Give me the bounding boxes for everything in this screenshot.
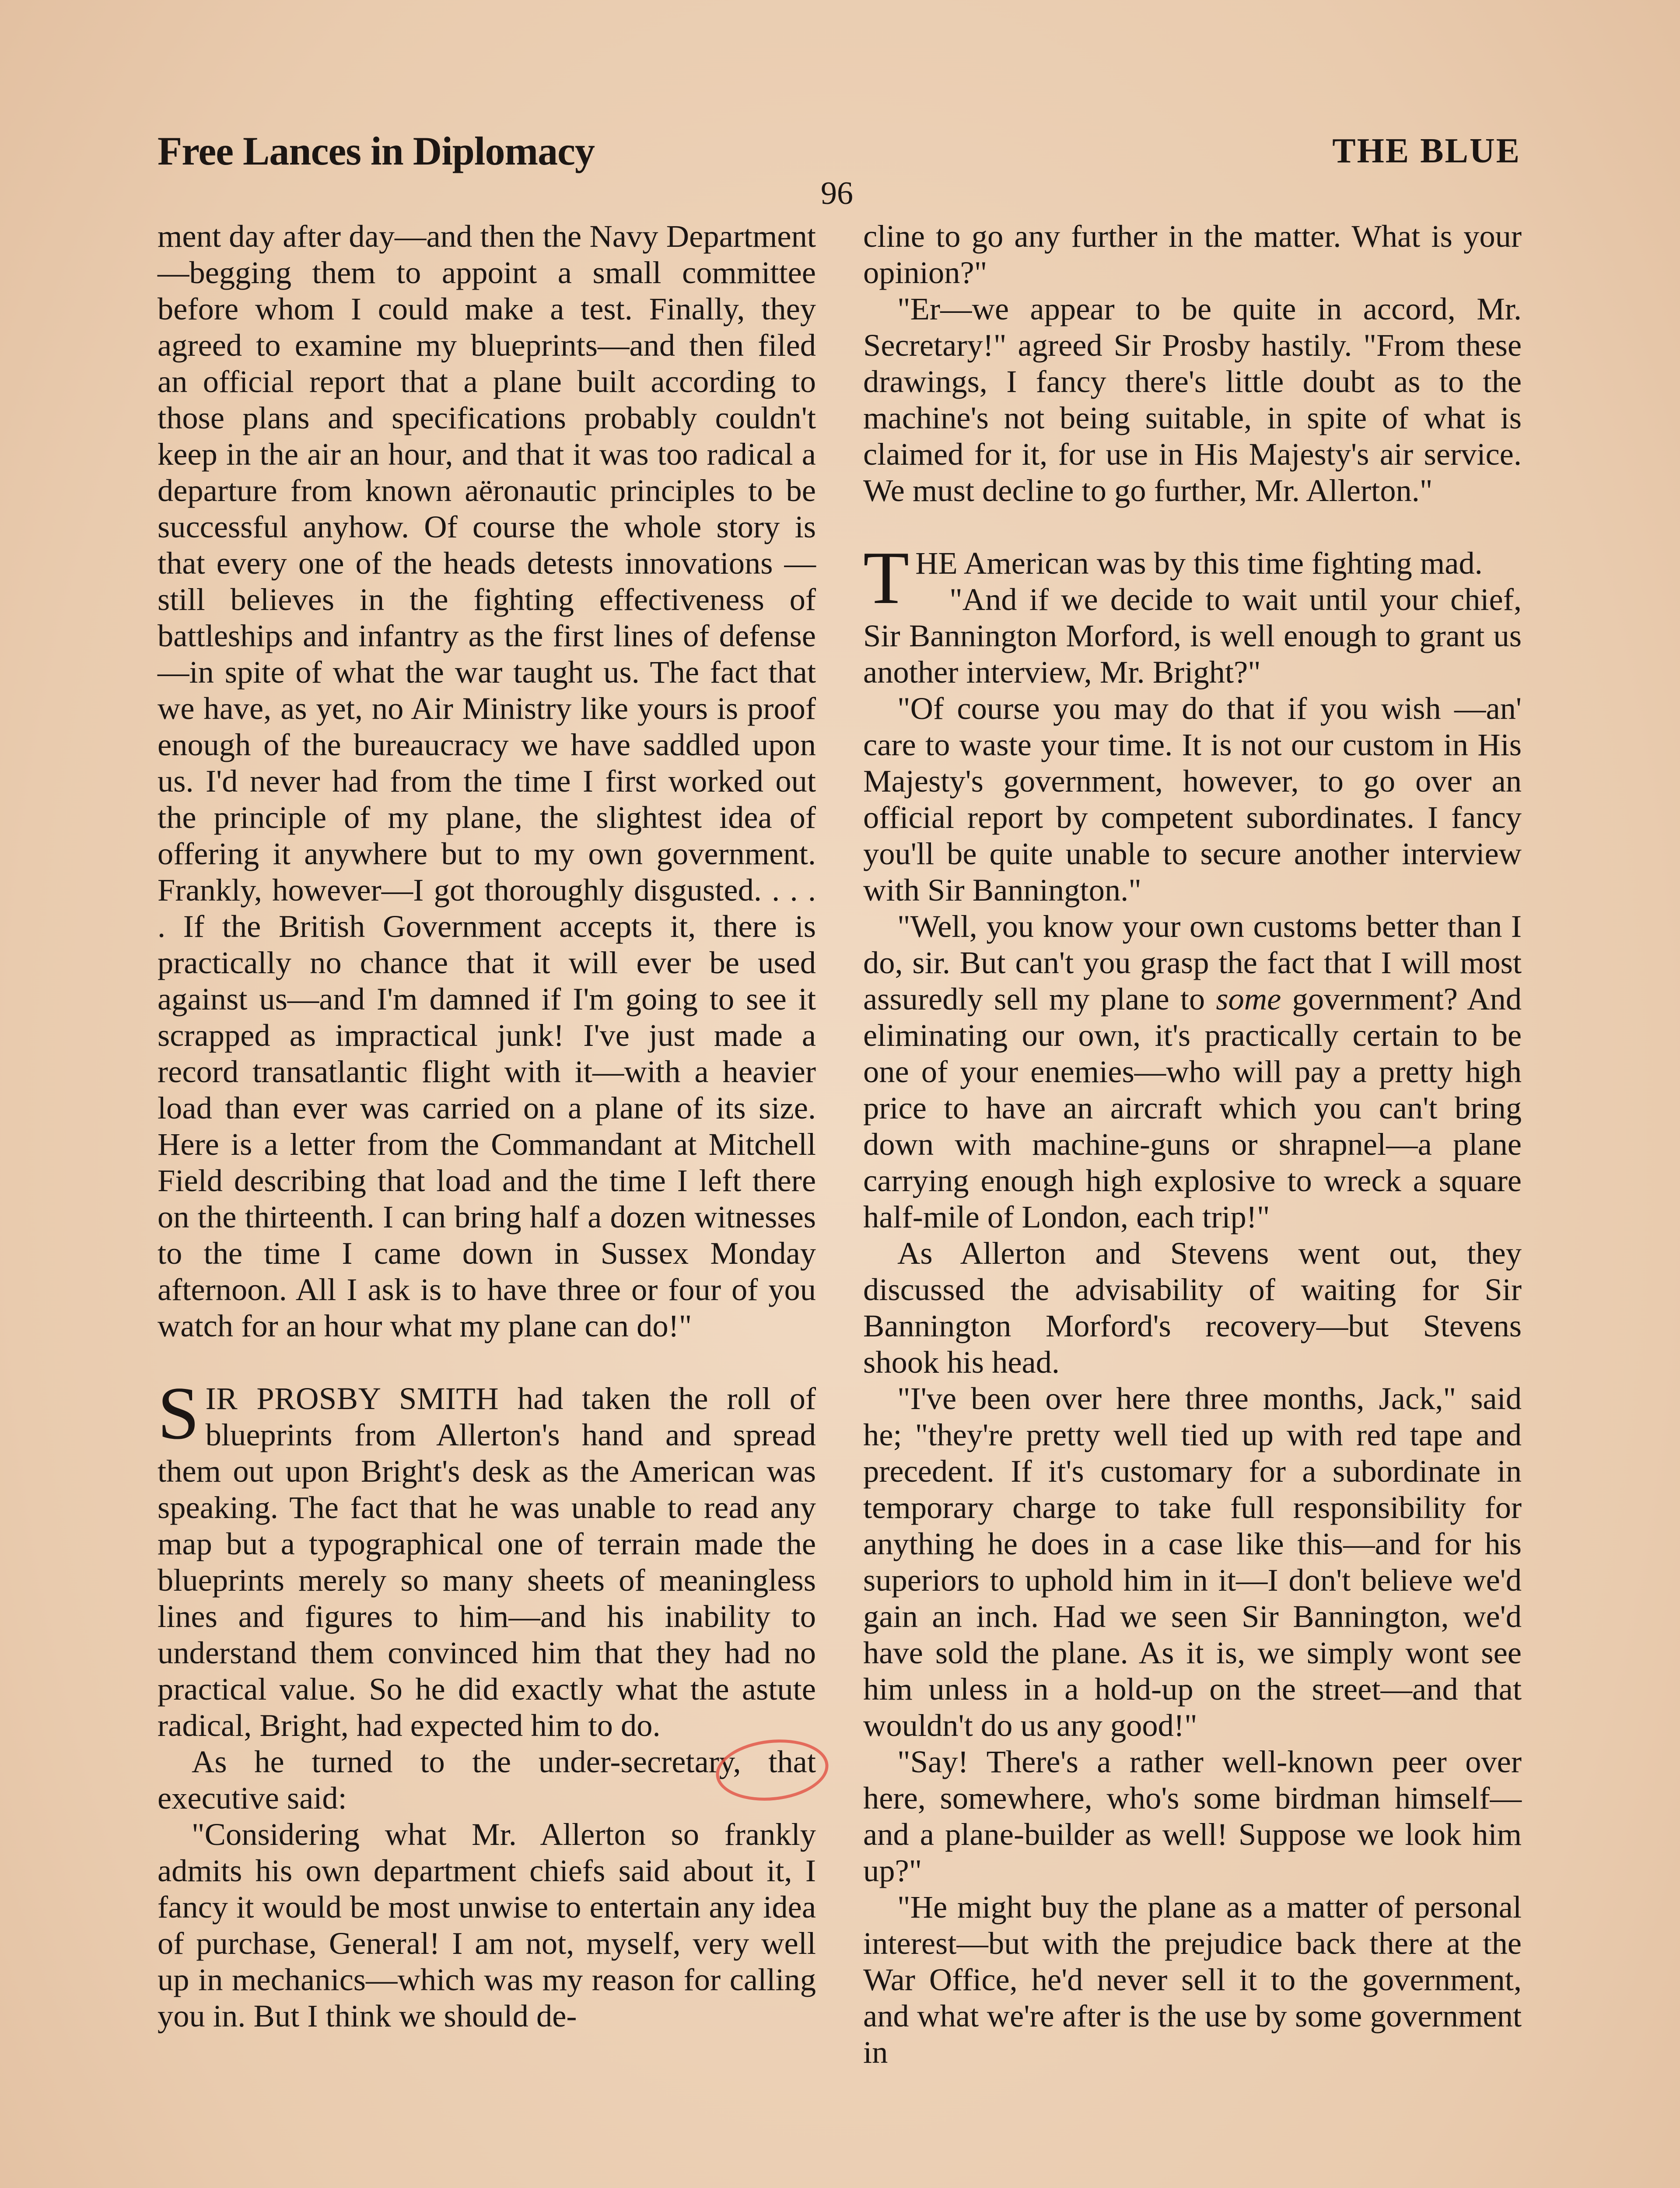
paragraph-text: HE American was by this time fighting mad. bbox=[915, 545, 1483, 581]
paragraph: ment day after day—and then the Navy Department—begging them to appoint a small committee before whom I could make a test. Finally, they agreed to examine my blueprints—and then filed an official report that a plane built according to those plans and specifications probably couldn't keep in the air an hour, and that it was too radical a departure from known aëronautic principles to be successful anyhow. Of course the whole story is that every one of the heads detests innovations —still believes in the fighting effectiveness of battleships and infantry as the first lines of defense—in spite of what the war taught us. The fact that we have, as yet, no Air Ministry like yours is proof enough of the bureaucracy we have saddled upon us. I'd never had from the time I first worked out the principle of my plane, the slightest idea of offering it anywhere but to my own government. Frankly, however—I got thoroughly disgusted. . . . . If the British Government accepts it, there is practically no chance that it will ever be used against us—and I'm damned if I'm going to see it scrapped as impractical junk! I've just made a record transatlantic flight with it—with a heavier load than ever was carried on a plane of its size. Here is a letter from the Commandant at Mitchell Field describing that load and the time I left there on the thirteenth. I can bring half a dozen witnesses to the time I came down in Sussex Monday afternoon. All I ask is to have three or four of you watch for an hour what my plane can do!" bbox=[158, 218, 816, 1343]
dropcap-lead-words: IR PROSBY SMITH bbox=[205, 1381, 499, 1416]
paragraph: "Considering what Mr. Allerton so frankly admits his own department chiefs said about it, I fancy it would be most unwise to entertain any idea of purchase, General! I am not, myself, very well up in mechanics—which was my reason for calling you in. But I think we should de- bbox=[158, 1816, 816, 2034]
paragraph: "I've been over here three months, Jack," said he; "they're pretty well tied up with red tape and precedent. If it's customary for a subordinate in temporary charge to take full responsibility for anything he does in a case like this—and for his superiors to uphold him in it—I don't believe we'd gain an inch. Had we seen Sir Bannington, we'd have sold the plane. As it is, we simply wont see him unless in a hold-up on the street—and that wouldn't do us any good!" bbox=[863, 1381, 1522, 1743]
paragraph: As Allerton and Stevens went out, they discussed the advisability of waiting for Sir Bannington Morford's recovery—but Stevens shook his head. bbox=[863, 1235, 1522, 1380]
paragraph: "And if we decide to wait until your chief, Sir Bannington Morford, is well enough to grant us another interview, Mr. Bright?" bbox=[863, 582, 1522, 690]
paragraph-text: "Well, you know your own customs better than I do, sir. But can't you grasp the fact that I will most assuredly sell my plane to bbox=[863, 908, 1522, 1017]
paragraph-dropcap bbox=[158, 1372, 816, 1743]
paragraph bbox=[863, 908, 1522, 1235]
paragraph-text: had taken the roll of blueprints from Allerton's hand and spread them out upon Bright's desk as the American was speaking. The fact that he was unable to read any map but a typographical one of terrain made the blueprints merely so many sheets of meaningless lines and figures to him—and his inability to understand them convinced him that they had no practical value. So he did exactly what the astute radical, Bright, had expected him to do. bbox=[158, 1381, 816, 1743]
paragraph-dropcap bbox=[863, 536, 1522, 620]
paragraph: "He might buy the plane as a matter of personal interest—but with the prejudice back there at the War Office, he'd never sell it to the government, and what we're after is the use by some government in bbox=[863, 1889, 1522, 2070]
italic-word: some bbox=[1216, 981, 1281, 1017]
paragraph: "Of course you may do that if you wish —an' care to waste your time. It is not our custom in His Majesty's government, however, to go over an official report by competent subordinates. I fancy you'll be quite unable to secure another interview with Sir Bannington." bbox=[863, 691, 1522, 908]
paragraph: "Say! There's a rather well-known peer over here, somewhere, who's some birdman himself—and a plane-builder as well! Suppose we look him up?" bbox=[863, 1744, 1522, 1888]
paragraph: cline to go any further in the matter. What is your opinion?" bbox=[863, 218, 1522, 290]
right-column bbox=[863, 218, 1522, 2070]
magazine-name: THE BLUE bbox=[1332, 132, 1521, 170]
drop-cap: S bbox=[158, 1372, 200, 1455]
story-title: Free Lances in Diplomacy bbox=[158, 129, 595, 173]
paragraph-text: government? And eliminating our own, it's practically certain to be one of your enemies—who will pay a pretty high price to have an aircraft which you can't bring down with machine-guns or shrapnel—a plane carrying enough high explosive to wreck a square half-mile of London, each trip!" bbox=[863, 981, 1522, 1234]
drop-cap: T bbox=[863, 536, 910, 620]
paragraph: As he turned to the under-secretary, that executive said: bbox=[158, 1744, 816, 1816]
paragraph: "Er—we appear to be quite in accord, Mr. Secretary!" agreed Sir Prosby hastily. "From these drawings, I fancy there's little doubt as to the machine's not being suitable, in spite of what is claimed for it, for use in His Majesty's air service. We must decline to go further, Mr. Allerton." bbox=[863, 291, 1522, 508]
left-column bbox=[158, 218, 816, 2034]
page-number: 96 bbox=[821, 175, 853, 211]
